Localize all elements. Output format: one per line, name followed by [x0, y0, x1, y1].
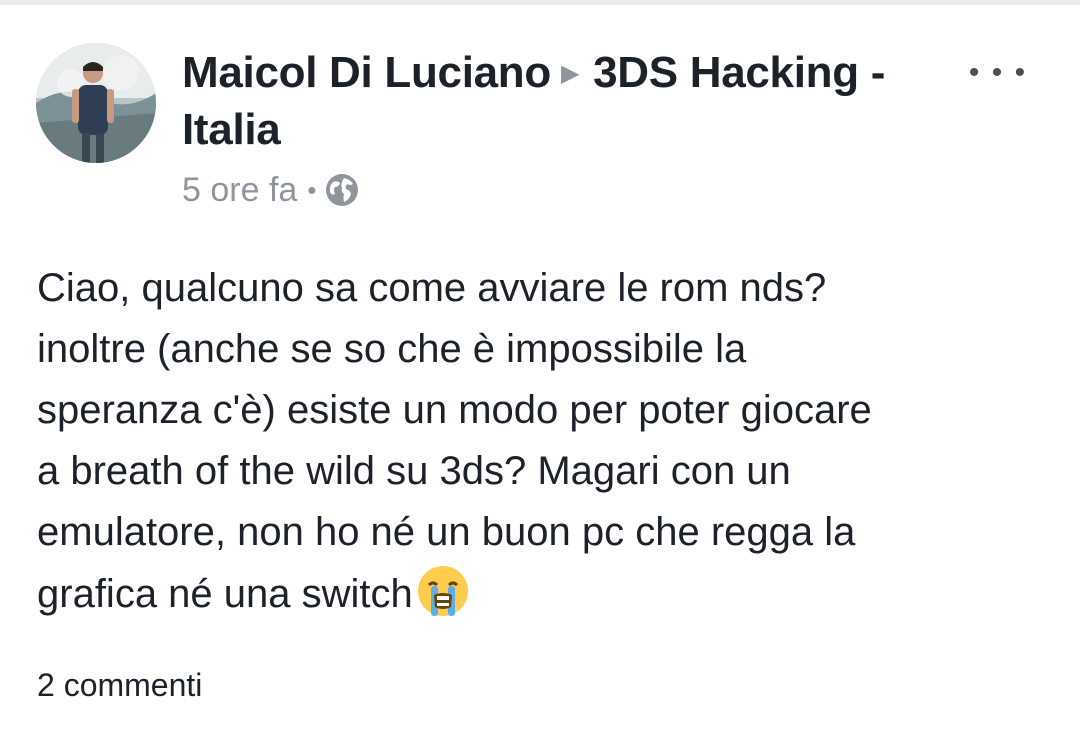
- avatar-photo-icon: [36, 43, 156, 163]
- globe-icon[interactable]: [324, 172, 360, 208]
- comments-count-link[interactable]: 2 commenti: [37, 667, 203, 703]
- right-triangle-icon: ▶: [560, 60, 580, 87]
- ellipsis-icon: • • •: [968, 56, 1028, 89]
- author-name[interactable]: Maicol Di Luciano: [182, 48, 551, 97]
- meta-separator: •: [307, 174, 317, 205]
- post-title: [182, 45, 952, 158]
- group-name[interactable]: 3DS Hacking - Italia: [182, 48, 886, 154]
- loudly-crying-face-emoji: [415, 563, 471, 619]
- timestamp[interactable]: 5 ore fa: [182, 170, 298, 209]
- post-card: [0, 5, 1080, 738]
- avatar[interactable]: [36, 43, 156, 163]
- post-meta: [182, 168, 360, 212]
- post-header: [182, 45, 952, 158]
- post-body: [37, 258, 1047, 625]
- more-options-button[interactable]: [968, 53, 1028, 93]
- post-body-text: Ciao, qualcuno sa come avviare le rom nds? inoltre (anche se so che è impossibile la speranza c'è) esiste un modo per poter giocare a breath of the wild su 3ds? Magari con un emulatore, non ho né un buon pc che regga la grafica né una switch: [37, 266, 872, 616]
